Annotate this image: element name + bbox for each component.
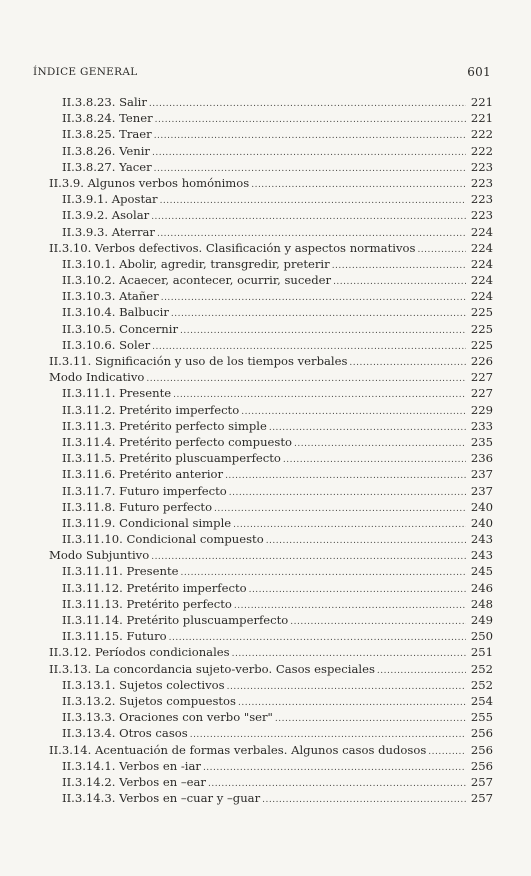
toc-entry-page-number: 225 [470, 337, 493, 352]
dot-leader [171, 306, 466, 322]
toc-entry-page-number: 240 [470, 515, 493, 530]
toc-entry-label: II.3.11.9. Condicional simple [62, 515, 232, 530]
dot-leader [349, 355, 466, 371]
toc-subsection-entry [49, 191, 493, 207]
toc-section-entry [49, 240, 493, 256]
toc-subsection-entry [49, 466, 493, 482]
toc-entry-page-number: 223 [470, 208, 493, 223]
page-number: 601 [467, 65, 491, 79]
toc-section-entry [49, 644, 493, 660]
toc-subsection-entry [49, 337, 493, 353]
toc-entry-label: II.3.11.12. Pretérito imperfecto [62, 580, 247, 595]
toc-entry-page-number: 250 [470, 629, 493, 644]
toc-entry-label: II.3.11. Significación y uso de los tiempos verbales [49, 354, 348, 368]
toc-entry-label: II.3.8.26. Venir [62, 143, 150, 158]
toc-subsection-entry [49, 402, 493, 418]
toc-subsection-entry [49, 159, 493, 175]
dot-leader [233, 517, 466, 533]
toc-entry-label: II.3.11.14. Pretérito pluscuamperfecto [62, 613, 289, 627]
toc-entry-label: II.3.14.2. Verbos en –ear [62, 774, 206, 789]
dot-leader [214, 501, 466, 517]
toc-entry-page-number: 224 [470, 240, 493, 255]
dot-leader [249, 582, 466, 598]
toc-entry-page-number: 225 [470, 305, 493, 320]
toc-entry-label: II.3.14.1. Verbos en -iar [62, 758, 201, 773]
toc-subsection-entry [49, 758, 493, 774]
toc-entry-page-number: 237 [470, 467, 493, 482]
toc-entry-page-number: 245 [470, 564, 493, 579]
toc-section-entry [49, 742, 493, 758]
toc-entry-page-number: 236 [470, 451, 493, 466]
toc-subsection-entry [49, 304, 493, 320]
toc-entry-label: II.3.10.1. Abolir, agredir, transgredir, preterir [62, 256, 330, 271]
toc-subsection-entry [49, 515, 493, 531]
toc-entry-label: II.3.9. Algunos verbos homónimos [49, 175, 250, 190]
toc-subsection-entry [49, 94, 493, 110]
dot-leader [154, 128, 466, 144]
dot-leader [294, 436, 466, 452]
toc-subsection-entry [49, 499, 493, 515]
toc-entry-label: II.3.11.11. Presente [62, 564, 179, 579]
toc-entry-page-number: 252 [470, 661, 493, 676]
toc-entry-label: II.3.11.4. Pretérito perfecto compuesto [62, 434, 292, 449]
toc-subsection-entry [49, 612, 493, 628]
toc-entry-page-number: 221 [470, 95, 493, 109]
toc-entry-label: II.3.12. Períodos condicionales [49, 645, 230, 660]
toc-subsection-entry [49, 110, 493, 126]
toc-entry-label: II.3.10.4. Balbucir [62, 305, 169, 320]
toc-entry-page-number: 237 [470, 483, 493, 498]
toc-subsection-entry [49, 693, 493, 709]
toc-entry-label: II.3.10.3. Atañer [62, 289, 159, 304]
toc-entry-label: II.3.11.10. Condicional compuesto [62, 532, 264, 547]
toc-entry-page-number: 254 [470, 693, 493, 708]
toc-subsection-entry [49, 709, 493, 725]
toc-subsection-entry [49, 143, 493, 159]
toc-entry-label: II.3.13. La concordancia sujeto-verbo. Casos especiales [49, 661, 375, 676]
toc-entry-page-number: 222 [470, 127, 493, 142]
toc-subsection-entry [49, 450, 493, 466]
toc-section-entry [49, 353, 493, 369]
toc-subsection-entry [49, 790, 493, 806]
dot-leader [275, 711, 466, 727]
toc-entry-page-number: 224 [470, 289, 493, 304]
toc-entry-page-number: 221 [470, 111, 493, 126]
toc-entry-label: II.3.11.15. Futuro [62, 629, 167, 644]
toc-subsection-entry [49, 774, 493, 790]
toc-subsection-entry [49, 725, 493, 741]
toc-entry-page-number: 227 [470, 386, 493, 401]
toc-entry-label: II.3.13.3. Oraciones con verbo "ser" [62, 710, 273, 725]
toc-entry-label: II.3.11.5. Pretérito pluscuamperfecto [62, 451, 281, 466]
toc-entry-page-number: 256 [470, 742, 493, 757]
dot-leader [149, 96, 466, 112]
toc-subsection-entry [49, 531, 493, 547]
toc-section-entry [49, 175, 493, 191]
dot-leader [229, 485, 466, 501]
dot-leader [333, 274, 466, 290]
toc-subsection-entry [49, 418, 493, 434]
toc-section-entry [49, 661, 493, 677]
toc-entry-page-number: 235 [470, 434, 493, 449]
toc-subsection-entry [49, 207, 493, 223]
dot-leader [227, 679, 466, 695]
toc-entry-label: II.3.11.3. Pretérito perfecto simple [62, 418, 267, 433]
toc-entry-label: II.3.10.5. Concernir [62, 321, 179, 336]
toc-entry-label: II.3.8.23. Salir [62, 95, 147, 109]
dot-leader [160, 193, 466, 209]
dot-leader [283, 452, 466, 468]
toc-subsection-entry [49, 563, 493, 579]
dot-leader [262, 792, 466, 808]
toc-entry-page-number: 223 [470, 175, 493, 190]
toc-entry-label: II.3.13.1. Sujetos colectivos [62, 677, 225, 692]
running-header-title: ÍNDICE GENERAL [33, 66, 138, 78]
dot-leader [203, 760, 466, 776]
toc-subsection-entry [49, 224, 493, 240]
toc-entry-page-number: 226 [470, 354, 493, 368]
dot-leader [377, 663, 466, 679]
toc-entry-page-number: 256 [470, 726, 493, 741]
toc-subsection-entry [49, 272, 493, 288]
toc-entry-label: II.3.11.13. Pretérito perfecto [62, 596, 232, 611]
toc-subsection-entry [49, 256, 493, 272]
toc-entry-label: Modo Subjuntivo [49, 548, 150, 563]
dot-leader [151, 549, 466, 565]
running-header [33, 66, 491, 82]
toc-entry-page-number: 224 [470, 256, 493, 271]
toc-section-entry [49, 369, 493, 385]
toc-entry-label: II.3.13.4. Otros casos [62, 726, 188, 741]
toc-entry-label: II.3.9.2. Asolar [62, 208, 150, 223]
dot-leader [251, 177, 466, 193]
dot-leader [269, 420, 466, 436]
dot-leader [428, 744, 466, 760]
toc-entry-page-number: 225 [470, 321, 493, 336]
toc-subsection-entry [49, 126, 493, 142]
toc-entry-label: II.3.10.6. Soler [62, 337, 151, 352]
toc-entry-label: II.3.11.2. Pretérito imperfecto [62, 402, 240, 417]
toc-entry-page-number: 223 [470, 192, 493, 207]
dot-leader [151, 209, 466, 225]
toc-subsection-entry [49, 628, 493, 644]
toc-entry-page-number: 252 [470, 677, 493, 692]
toc-entry-page-number: 243 [470, 532, 493, 547]
toc-entry-page-number: 243 [470, 548, 493, 563]
toc-entry-page-number: 222 [470, 143, 493, 158]
dot-leader [155, 112, 466, 128]
toc-entry-label: II.3.11.6. Pretérito anterior [62, 467, 224, 482]
toc-entry-label: II.3.8.24. Tener [62, 111, 153, 126]
toc-entry-label: II.3.9.3. Aterrar [62, 224, 155, 239]
toc-subsection-entry [49, 580, 493, 596]
dot-leader [146, 371, 466, 387]
table-of-contents [49, 94, 493, 806]
toc-entry-page-number: 224 [470, 224, 493, 239]
toc-entry-label: II.3.11.8. Futuro perfecto [62, 499, 213, 514]
toc-entry-label: II.3.11.1. Presente [62, 386, 172, 401]
toc-entry-page-number: 255 [470, 710, 493, 725]
toc-subsection-entry [49, 385, 493, 401]
toc-entry-page-number: 248 [470, 596, 493, 611]
toc-entry-page-number: 256 [470, 758, 493, 773]
dot-leader [266, 533, 466, 549]
toc-entry-page-number: 257 [470, 774, 493, 789]
dot-leader [225, 468, 466, 484]
toc-section-entry [49, 547, 493, 563]
toc-entry-label: II.3.10.2. Acaecer, acontecer, ocurrir, suceder [62, 273, 332, 288]
toc-entry-label: II.3.8.27. Yacer [62, 159, 152, 174]
toc-entry-label: II.3.14.3. Verbos en –cuar y –guar [62, 791, 261, 806]
dot-leader [241, 404, 466, 420]
dot-leader [161, 290, 466, 306]
toc-entry-label: II.3.9.1. Apostar [62, 192, 158, 207]
toc-entry-page-number: 240 [470, 499, 493, 514]
toc-subsection-entry [49, 321, 493, 337]
toc-entry-page-number: 246 [470, 580, 493, 595]
toc-subsection-entry [49, 288, 493, 304]
dot-leader [180, 323, 466, 339]
toc-entry-page-number: 257 [470, 791, 493, 806]
dot-leader [290, 614, 466, 630]
toc-entry-label: II.3.10. Verbos defectivos. Clasificación y aspectos normativos [49, 240, 416, 255]
toc-entry-page-number: 249 [470, 613, 493, 627]
toc-entry-page-number: 251 [470, 645, 493, 660]
toc-entry-page-number: 229 [470, 402, 493, 417]
dot-leader [417, 242, 466, 258]
dot-leader [332, 258, 466, 274]
toc-entry-label: II.3.14. Acentuación de formas verbales. Algunos casos dudosos [49, 742, 427, 757]
toc-subsection-entry [49, 596, 493, 612]
toc-entry-page-number: 233 [470, 418, 493, 433]
toc-entry-page-number: 227 [470, 370, 493, 385]
toc-subsection-entry [49, 677, 493, 693]
toc-entry-label: Modo Indicativo [49, 370, 145, 385]
toc-entry-label: II.3.11.7. Futuro imperfecto [62, 483, 227, 498]
toc-entry-label: II.3.8.25. Traer [62, 127, 152, 142]
toc-entry-label: II.3.13.2. Sujetos compuestos [62, 693, 236, 708]
toc-subsection-entry [49, 434, 493, 450]
toc-entry-page-number: 224 [470, 273, 493, 288]
toc-subsection-entry [49, 483, 493, 499]
dot-leader [152, 145, 466, 161]
toc-entry-page-number: 223 [470, 159, 493, 174]
